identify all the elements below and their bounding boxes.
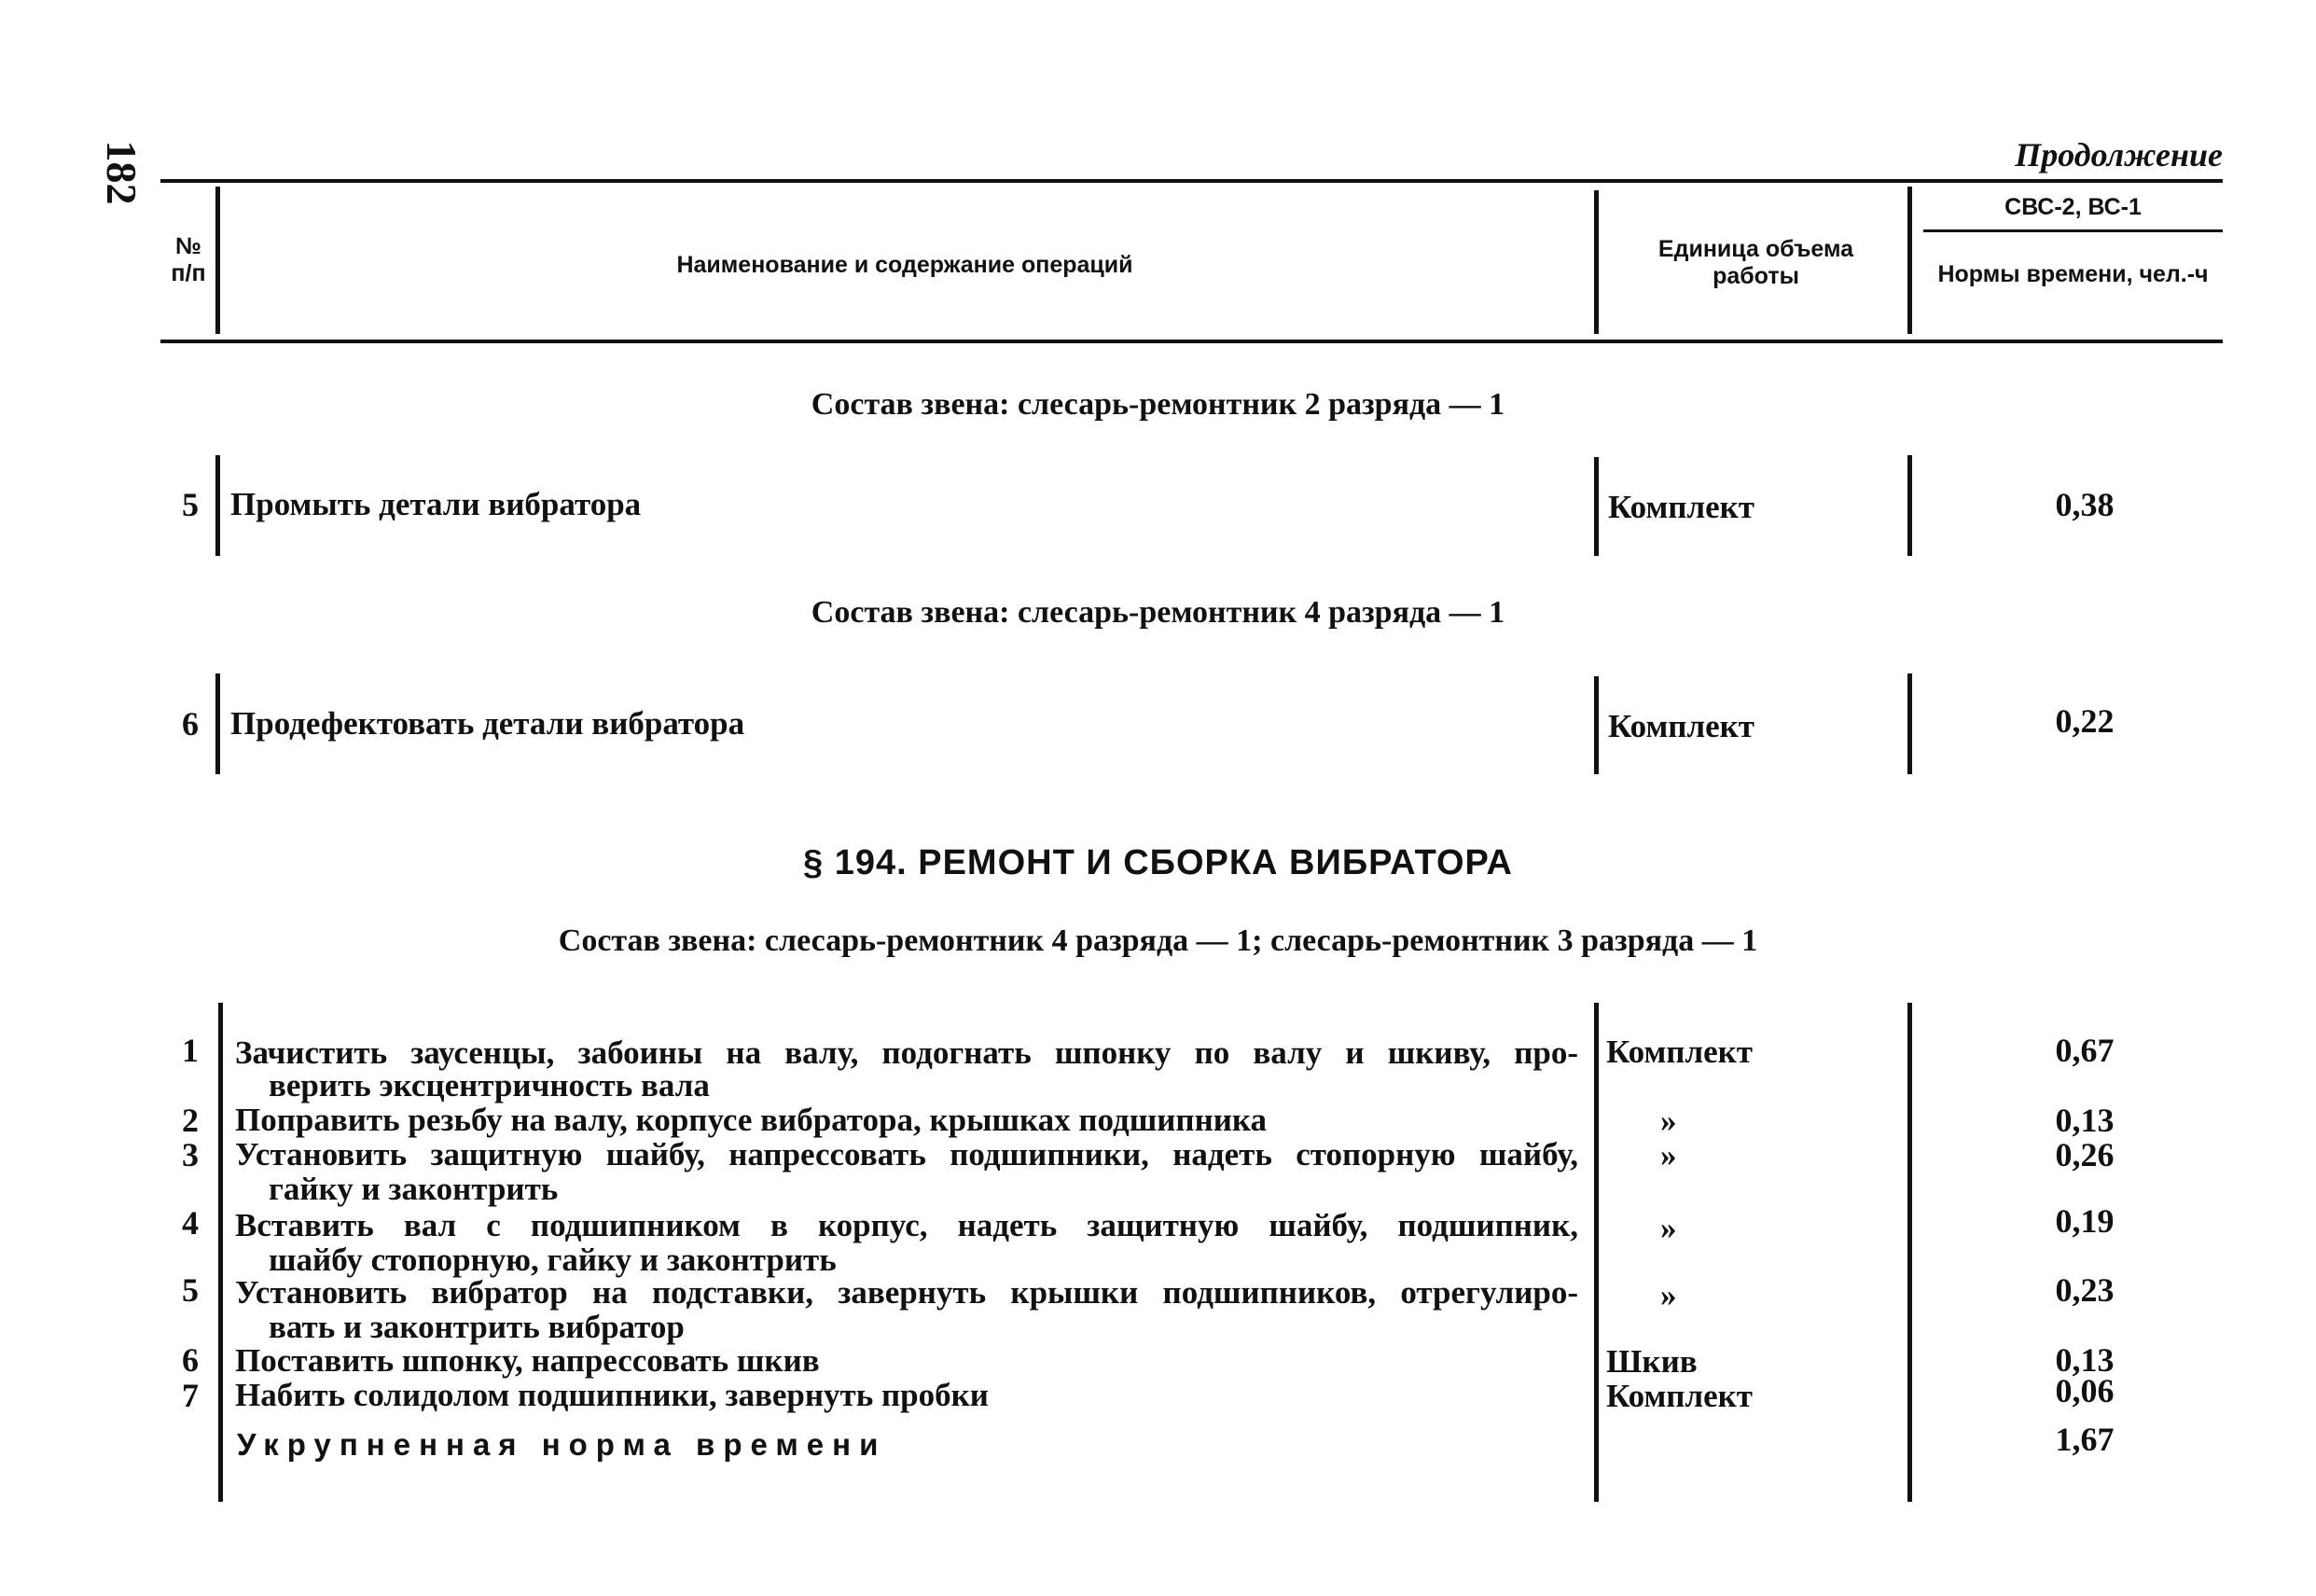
row-operation: Набить солидолом подшипники, завернуть пробки <box>235 1377 989 1413</box>
row-divider-name <box>1594 676 1599 774</box>
row-value: 0,22 <box>2055 702 2115 740</box>
row-divider-name <box>1594 1003 1599 1502</box>
row-value: 0,06 <box>2055 1372 2115 1409</box>
row-value: 0,23 <box>2055 1271 2115 1309</box>
row-operation: Продефектовать детали вибратора <box>230 705 745 742</box>
row-operation: Поправить резьбу на валу, корпусе вибратора, крышках подшипника <box>235 1102 1268 1138</box>
crew-line-2: Состав звена: слесарь-ремонтник 4 разряда — 1 <box>811 595 1505 630</box>
row-value: 0,67 <box>2055 1032 2115 1069</box>
row-number: 6 <box>182 705 199 742</box>
row-value: 0,13 <box>2055 1102 2115 1139</box>
row-operation: Поставить шпонку, напрессовать шкив <box>235 1342 820 1379</box>
header-col-name: Наименование и содержание операций <box>676 252 1133 278</box>
row-operation: Установить защитную шайбу, напрессовать подшипники, надеть стопорную шайбу, <box>235 1136 1578 1173</box>
row-operation-cont: вать и законтрить вибратор <box>269 1309 685 1345</box>
header-bottom-rule <box>160 340 2223 343</box>
row-unit: » <box>1660 1277 1677 1313</box>
header-divider-name <box>1594 190 1599 334</box>
row-operation: Вставить вал с подшипником в корпус, надеть защитную шайбу, подшипник, <box>235 1207 1578 1243</box>
row-divider-num <box>215 673 220 774</box>
header-divider-unit <box>1907 187 1912 334</box>
total-label: Укрупненная норма времени <box>237 1427 887 1462</box>
row-divider-name <box>1594 457 1599 556</box>
section-title: § 194. РЕМОНТ И СБОРКА ВИБРАТОРА <box>803 843 1513 882</box>
row-unit: » <box>1660 1210 1677 1246</box>
header-divider-num <box>215 187 220 334</box>
header-col-norm: Нормы времени, чел.-ч <box>1937 261 2209 287</box>
header-col-model: СВС-2, ВС-1 <box>2004 194 2142 220</box>
row-unit: Комплект <box>1606 1034 1754 1070</box>
row-number: 3 <box>182 1136 199 1173</box>
page-number: 182 <box>98 140 146 205</box>
row-number: 4 <box>182 1204 199 1242</box>
row-unit: Комплект <box>1608 708 1755 744</box>
row-value: 0,13 <box>2055 1341 2115 1379</box>
row-value: 0,38 <box>2055 486 2115 523</box>
row-number: 7 <box>182 1377 199 1414</box>
row-value: 0,26 <box>2055 1136 2115 1173</box>
header-model-rule <box>1923 229 2223 232</box>
crew-line-3: Состав звена: слесарь-ремонтник 4 разряда — 1; слесарь-ремонтник 3 разряда — 1 <box>558 923 1758 958</box>
row-unit: Шкив <box>1606 1343 1698 1380</box>
header-col-unit: Единица объема работы <box>1657 236 1854 289</box>
row-divider-num <box>218 1003 223 1502</box>
row-divider-unit <box>1907 455 1912 556</box>
row-number: 5 <box>182 1271 199 1309</box>
row-operation-cont: верить эксцентричность вала <box>269 1067 710 1103</box>
header-col-num: № п/п <box>171 233 206 286</box>
row-divider-num <box>215 455 220 556</box>
row-number: 5 <box>182 486 199 523</box>
row-operation-cont: гайку и законтрить <box>269 1171 559 1207</box>
row-unit: » <box>1660 1103 1677 1139</box>
row-number: 6 <box>182 1341 199 1379</box>
header-top-rule <box>160 179 2223 183</box>
row-operation: Зачистить заусенцы, забоины на валу, подогнать шпонку по валу и шкиву, про- <box>235 1034 1578 1071</box>
row-divider-unit <box>1907 673 1912 774</box>
row-unit: » <box>1660 1137 1677 1173</box>
row-number: 1 <box>182 1032 199 1069</box>
row-divider-unit <box>1907 1003 1912 1502</box>
row-unit: Комплект <box>1608 489 1755 525</box>
row-value: 0,19 <box>2055 1202 2115 1240</box>
row-operation: Промыть детали вибратора <box>230 486 642 522</box>
continued-label: Продолжение <box>2015 136 2223 173</box>
row-operation: Установить вибратор на подставки, завернуть крышки подшипников, отрегулиро- <box>235 1274 1578 1311</box>
total-value: 1,67 <box>2055 1421 2115 1458</box>
crew-line-1: Состав звена: слесарь-ремонтник 2 разряда — 1 <box>811 387 1505 422</box>
row-unit: Комплект <box>1606 1378 1754 1414</box>
row-operation-cont: шайбу стопорную, гайку и законтрить <box>269 1242 837 1278</box>
row-number: 2 <box>182 1102 199 1139</box>
